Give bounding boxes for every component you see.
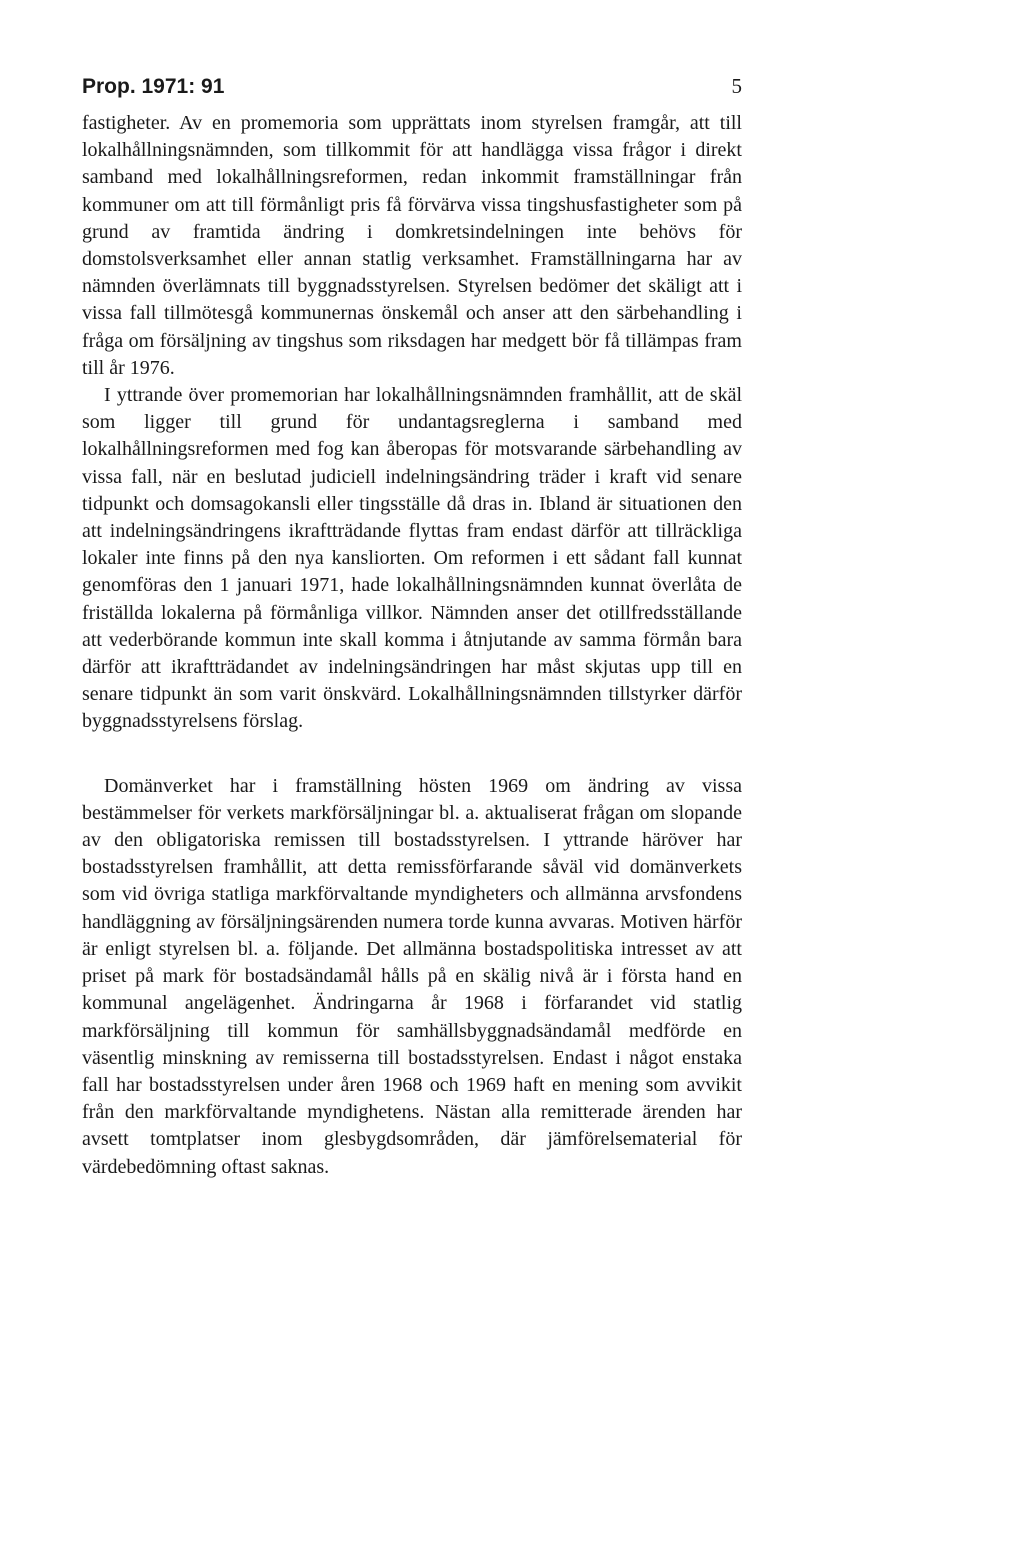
page-header <box>82 74 742 104</box>
paragraph: I yttrande över promemorian har lokalhållningsnämnden framhållit, att de skäl som ligger till grund för undantagsreglerna i samband med lokalhållningsreformen med fog kan åberopas för motsvarande särbehandling av vissa fall, när en beslutad judiciell indelningsändring träder i kraft vid senare tidpunkt och domsagokansli eller tingsställe då dras in. Ibland är situationen den att indelningsändringens ikraftträdande flyttas fram endast därför att tillräckliga lokaler inte finns på den nya kansliorten. Om reformen i ett sådant fall kunnat genomföras den 1 januari 1971, hade lokalhållningsnämnden kunnat överlåta de friställda lokalerna på förmånliga villkor. Nämnden anser det otillfredsställande att vederbörande kommun inte skall komma i åtnjutande av samma förmån bara därför att ikraftträdandet av indelningsändringen har måst skjutas upp till en senare tidpunkt än som varit önskvärd. Lokalhållningsnämnden tillstyrker därför byggnadsstyrelsens förslag. <box>82 384 742 733</box>
document-body <box>82 110 742 1181</box>
paragraph: Domänverket har i framställning hösten 1969 om ändring av vissa bestämmelser för verkets markförsäljningar bl. a. aktualiserat frågan om slopande av den obligatoriska remissen till bostadsstyrelsen. I yttrande häröver har bostadsstyrelsen framhållit, att detta remissförfarande såväl vid domänverkets som vid övriga statliga markförvaltande myndigheters och allmänna arvsfondens handläggning av försäljningsärenden numera torde kunna avvaras. Motiven härför är enligt styrelsen bl. a. följande. Det allmänna bostadspolitiska intresset av att priset på mark för bostadsändamål hålls på en skälig nivå är i första hand en kommunal angelägenhet. Ändringarna år 1968 i förfarandet vid statlig markförsäljning till kommun för samhällsbyggnadsändamål medförde en väsentlig minskning av remisserna till bostadsstyrelsen. Endast i något enstaka fall har bostadsstyrelsen under åren 1968 och 1969 haft en mening som avvikit från den markförvaltande myndighetens. Nästan alla remitterade ärenden har avsett tomtplatser inom glesbygdsområden, där jämförelsematerial för värdebedömning oftast saknas. <box>82 774 742 1178</box>
page-number: 5 <box>731 74 742 98</box>
document-reference: Prop. 1971: 91 <box>82 75 225 98</box>
paragraph-continued: fastigheter. Av en promemoria som upprättats inom styrelsen framgår, att till lokalhållningsnämnden, som tillkommit för att handlägga vissa frågor i direkt samband med lokalhållningsreformen, redan inkommit framställningar från kommuner om att till förmånligt pris få förvärva vissa tingshusfastigheter som på grund av framtida ändring i domkretsindelningen inte behövs för domstolsverksamhet eller annan statlig verksamhet. Framställningarna har av nämnden överlämnats till byggnadsstyrelsen. Styrelsen bedömer det skäligt att i vissa fall tillmötesgå kommunernas önskemål och anser att den särbehandling i fråga om försäljning av tingshus som riksdagen har medgett bör få tillämpas fram till år 1976. <box>82 112 742 379</box>
